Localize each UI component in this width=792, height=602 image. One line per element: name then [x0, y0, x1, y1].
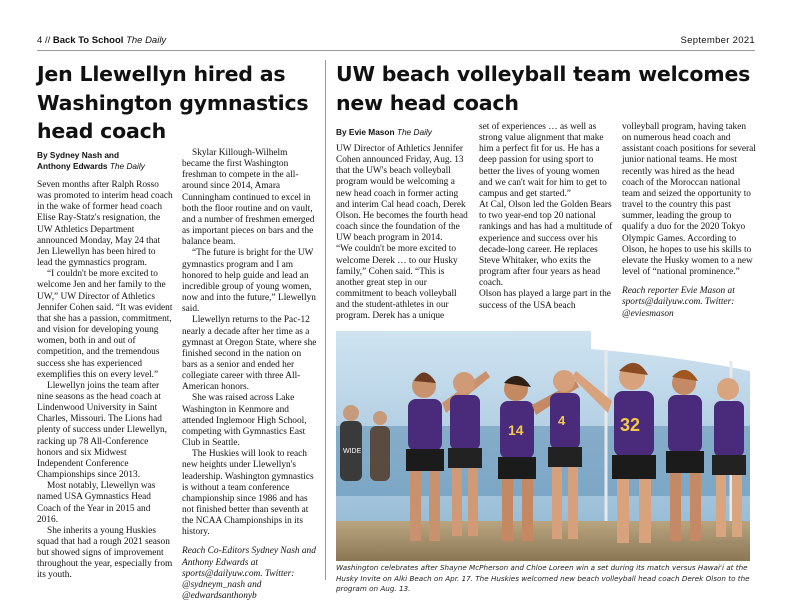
paragraph: At Cal, Olson led the Golden Bears to two year-end top 20 national rankings and has had a multitude of experience and success over his decade-long career. He replaces Steve Whitaker, who exits the program after four years as head coach.	[479, 200, 613, 289]
paragraph: volleyball program, having taken on numerous head coach and assistant coach positions for several junior national teams. He most recently was hired as the head coach of the Moroccan national team and seized the opportunity to travel to the country this past summer, leading the group to qualify a duo for the 2020 Tokyo Olympic Games. According to Olson, he hopes to use his skills to elevate the Husky women to a new level of “national prominence.”	[622, 122, 756, 278]
byline-names-2: Anthony Edwards	[37, 160, 108, 171]
reporter-credit: Reach reporter Evie Mason at sports@dailyuw.com. Twitter: @eviesmason	[622, 286, 735, 319]
byline-beach-volleyball	[336, 127, 486, 138]
paragraph: Skylar Killough-Wilhelm became the first Washington freshman to compete in the all-around since 2014, Amara Cunningham continued to excel in both the floor routine and on vault, and a number of freshmen emerged as important pieces on bars and the balance beam.	[182, 148, 315, 248]
photo-caption: Washington celebrates after Shayne McPherson and Chloe Loreen win a set during its match versus Hawai'i at the Husky Invite on Alki Beach on Apr. 17. The Huskies welcomed new beach volleyball head coach Derek Olson to the program on Aug. 13.	[336, 563, 750, 593]
jersey-number: 32	[620, 415, 641, 435]
volleyball-column-1	[336, 144, 470, 323]
byline-publication: The Daily	[109, 160, 145, 171]
byline-gymnastics	[37, 150, 177, 171]
paragraph: Seven months after Ralph Rosso was promoted to interim head coach in the wake of former head coach Elise Ray-Statz's resignation, the UW Athletics Department announced Monday, May 24 that Jen Llewellyn has been hired to lead the gymnastics program.	[37, 180, 173, 269]
paragraph: Llewellyn returns to the Pac-12 nearly a decade after her time as a gymnast at Oregon State, where she finished second in the nation on bars as a senior and ended her collegiate career with three All-American honors.	[182, 315, 317, 393]
paragraph: “We couldn't be more excited to welcome Derek … to our Husky family,” Cohen said. “This is another great step in our commitment to beach volleyball and the student-athletes in our program. Derek has a unique	[336, 244, 458, 322]
paragraph: UW Director of Athletics Jennifer Cohen announced Friday, Aug. 13 that the UW's beach volleyball program would be welcoming a new head coach in former acting and interim Cal head coach, Derek Olson. He becomes the fourth head coach since the foundation of the UW beach program in 2014.	[336, 144, 468, 244]
byline-names-1: By Sydney Nash and	[37, 150, 120, 160]
team-celebration-photo	[336, 331, 750, 561]
byline-name: By Evie Mason	[336, 127, 395, 137]
paragraph: Llewellyn joins the team after nine seasons as the head coach at Lindenwood University in Saint Charles, Missouri. The Lions had plenty of success under Llewellyn, racking up 78 All-Conference honors and six Midwest Independent Conference Championships since 2013.	[37, 380, 167, 481]
header-left	[37, 35, 166, 46]
paragraph: Olson has played a large part in the success of the USA beach	[479, 289, 611, 311]
volleyball-column-3	[622, 122, 756, 320]
publication-name: The Daily	[126, 35, 167, 46]
paragraph: The Huskies will look to reach new heights under Llewellyn's leadership. Washington gymnastics is without a team conference championship since 1986 and has not finished better than seventh at the NCAA Championships in its history.	[182, 449, 314, 538]
sand	[336, 521, 750, 561]
volleyball-column-2	[479, 122, 614, 312]
paragraph: She inherits a young Huskies squad that had a rough 2021 season but showed signs of improvement throughout the year, especially from its youth.	[37, 525, 173, 581]
column-divider	[325, 60, 326, 580]
section-name: Back To School	[52, 35, 124, 46]
running-header	[37, 35, 755, 49]
reporter-credit: Reach Co-Editors Sydney Nash and Anthony Edwards at sports@dailyuw.com. Twitter: @sydneym_nash and @edwardsanthonyb	[182, 546, 316, 602]
gymnastics-column-1	[37, 180, 173, 582]
paragraph: She was raised across Lake Washington in Kenmore and attended Inglemoor High School, competing with Gymnastics East Club in Seattle.	[182, 393, 307, 449]
banner-text: WIDE	[343, 448, 362, 455]
paragraph: “The future is bright for the UW gymnastics program and I am honored to help guide and lead an incredible group of young women, now and into the future,” Llewellyn said.	[182, 248, 316, 315]
byline-publication: The Daily	[396, 127, 432, 137]
page-number: 4	[37, 35, 43, 46]
gymnastics-column-2	[182, 148, 318, 602]
headline-beach-volleyball: UW beach volleyball team welcomes new head coach	[336, 62, 751, 115]
paragraph: Most notably, Llewellyn was named USA Gymnastics Head Coach of the Year in 2015 and 2016.	[37, 481, 156, 525]
jersey-number: 14	[508, 422, 524, 438]
issue-date: September 2021	[680, 35, 755, 46]
jersey-number: 4	[558, 413, 566, 428]
photo-illustration	[336, 331, 750, 561]
headline-gymnastics: Jen Llewellyn hired as Washington gymnastics head coach	[37, 62, 309, 143]
header-rule	[37, 50, 755, 51]
paragraph: “I couldn't be more excited to welcome Jen and her family to the UW,” UW Director of Athletics Jennifer Cohen said. “It was evident that she has a passion, commitment, and vision for developing young women, both in and out of competition, and the tremendous success she has experienced exemplifies this on every level.”	[37, 269, 173, 380]
header-separator: //	[44, 35, 51, 46]
paragraph: set of experiences … as well as strong value alignment that make him a perfect fit for us. He has a deep passion for using sport to better the lives of young women and we can't wait for him to get to campus and get started.”	[479, 122, 607, 199]
